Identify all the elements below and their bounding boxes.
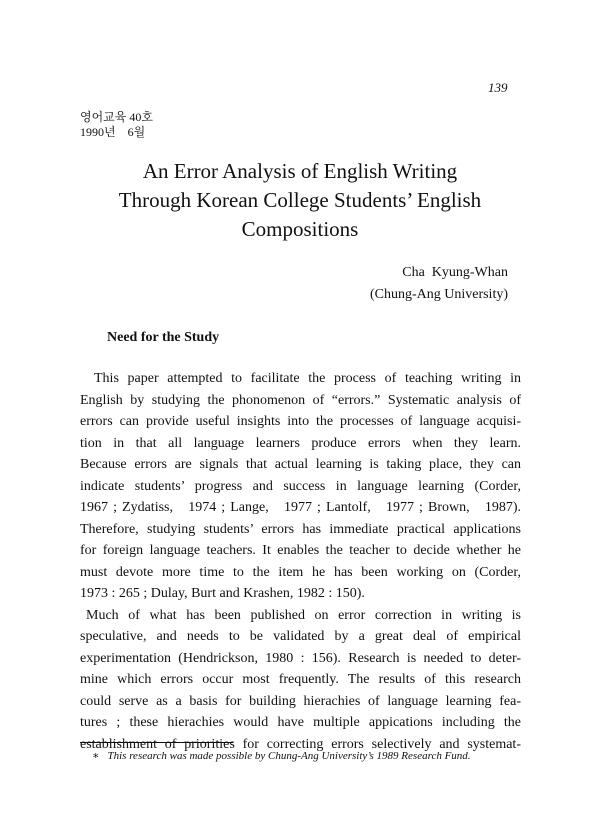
body-line: experimentation (Hendrickson, 1980 : 156). Research is needed to deter-	[80, 650, 521, 666]
author-affiliation: (Chung-Ang University)	[369, 287, 508, 302]
body-line: indicate students’ progress and success in language learning (Corder,	[80, 478, 521, 494]
body-line: 1973 : 265 ; Dulay, Burt and Krashen, 1982 : 150).	[80, 586, 365, 601]
body-line: English by studying the phonomenon of “errors.” Systematic analysis of	[80, 392, 521, 408]
body-line: speculative, and needs to be validated by a great deal of empirical	[80, 629, 521, 644]
journal-volume: 영어교육 40호	[80, 110, 153, 124]
body-line: tures ; these hierachies would have multiple appications including the	[80, 715, 521, 730]
body-line: errors can provide useful insights into the processes of language acquisi-	[80, 414, 521, 429]
body-line: Therefore, studying students’ errors has immediate practical applications	[80, 521, 521, 537]
page-number: 139	[488, 80, 508, 95]
body-line: 1967 ; Zydatiss, 1974 ; Lange, 1977 ; Lantolf, 1977 ; Brown, 1987).	[80, 500, 521, 515]
body-line: Much of what has been published on error correction in writing is	[86, 607, 521, 623]
body-line: Because errors are signals that actual learning is taking place, they can	[80, 457, 521, 472]
journal-info	[80, 110, 153, 140]
body-line: establishment of priorities for correcting errors selectively and systemat-	[80, 736, 521, 752]
journal-date: 1990년 6월	[80, 125, 146, 139]
body-line: must devote more time to the item he has been working on (Corder,	[80, 564, 521, 580]
body-text	[80, 368, 521, 755]
paper-title	[60, 157, 540, 244]
footnote	[92, 749, 528, 762]
body-line: could serve as a basis for building hierachies of language learning fea-	[80, 693, 521, 709]
author-block	[330, 262, 508, 306]
footnote-marker: ∗	[92, 750, 100, 762]
body-line: for foreign language teachers. It enables the teacher to decide whether he	[80, 543, 521, 558]
title-line-2: Through Korean College Students’ English	[118, 188, 482, 212]
section-heading: Need for the Study	[107, 330, 220, 345]
body-line: This paper attempted to facilitate the process of teaching writing in	[94, 371, 521, 386]
body-line: mine which errors occur most frequently. The results of this research	[80, 672, 521, 687]
body-line: tion in that all language learners produce errors when they learn.	[80, 435, 521, 451]
footnote-text: This research was made possible by Chung-Ang University’s 1989 Research Fund.	[107, 750, 471, 762]
author-name: Cha Kyung-Whan	[402, 265, 508, 280]
title-line-1: An Error Analysis of English Writing	[142, 159, 458, 183]
title-line-3: Compositions	[241, 217, 359, 241]
footnote-divider	[80, 742, 233, 743]
